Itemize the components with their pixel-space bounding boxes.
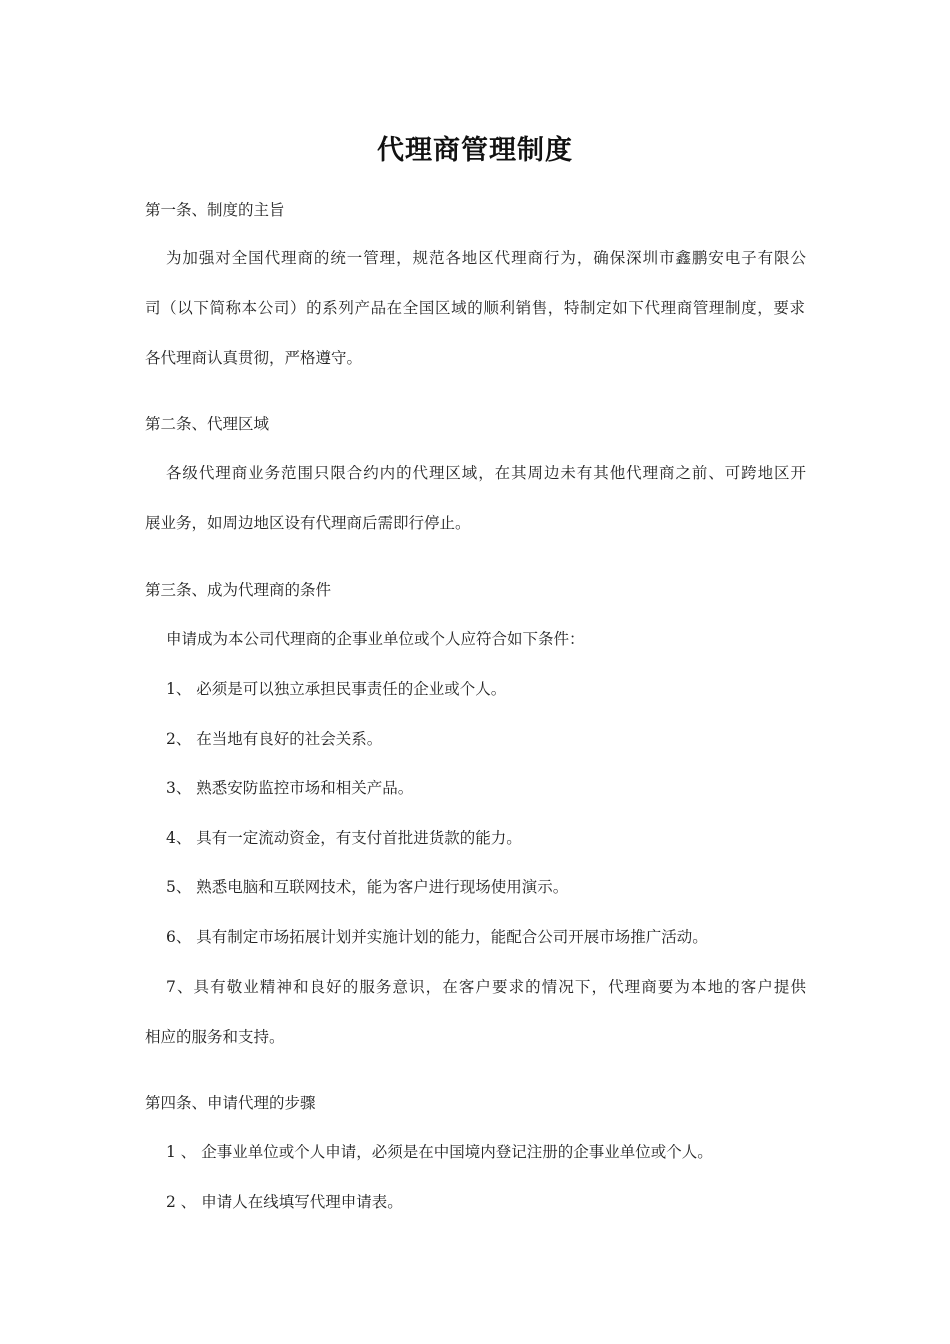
section-heading-3: 第三条、成为代理商的条件	[145, 581, 332, 599]
document-title: 代理商管理制度	[377, 135, 573, 166]
list-item: 1、 必须是可以独立承担民事责任的企业或个人。	[166, 680, 507, 698]
list-item: 4、 具有一定流动资金，有支付首批进货款的能力。	[166, 829, 522, 847]
list-item: 2 、 申请人在线填写代理申请表。	[166, 1193, 403, 1211]
paragraph-line: 为加强对全国代理商的统一管理，规范各地区代理商行为，确保深圳市鑫鹏安电子有限公	[166, 249, 806, 267]
list-item: 7、具有敬业精神和良好的服务意识，在客户要求的情况下，代理商要为本地的客户提供	[166, 978, 806, 996]
paragraph-line: 申请成为本公司代理商的企事业单位或个人应符合如下条件：	[166, 630, 585, 648]
list-item: 3、 熟悉安防监控市场和相关产品。	[166, 779, 414, 797]
list-item: 5、 熟悉电脑和互联网技术，能为客户进行现场使用演示。	[166, 878, 569, 896]
paragraph-line: 各级代理商业务范围只限合约内的代理区域，在其周边未有其他代理商之前、可跨地区开	[166, 464, 806, 482]
paragraph-line: 各代理商认真贯彻，严格遵守。	[145, 349, 363, 367]
paragraph-line: 展业务，如周边地区设有代理商后需即行停止。	[145, 514, 471, 532]
list-item: 2、 在当地有良好的社会关系。	[166, 730, 383, 748]
list-item: 1 、 企事业单位或个人申请，必须是在中国境内登记注册的企事业单位或个人。	[166, 1143, 713, 1161]
paragraph-line: 相应的服务和支持。	[145, 1028, 285, 1046]
list-item: 6、 具有制定市场拓展计划并实施计划的能力，能配合公司开展市场推广活动。	[166, 928, 708, 946]
section-heading-4: 第四条、申请代理的步骤	[145, 1094, 316, 1112]
paragraph-line: 司（以下简称本公司）的系列产品在全国区域的顺利销售，特制定如下代理商管理制度，要求	[145, 299, 805, 317]
section-heading-2: 第二条、代理区域	[145, 415, 270, 433]
section-heading-1: 第一条、制度的主旨	[145, 201, 285, 219]
